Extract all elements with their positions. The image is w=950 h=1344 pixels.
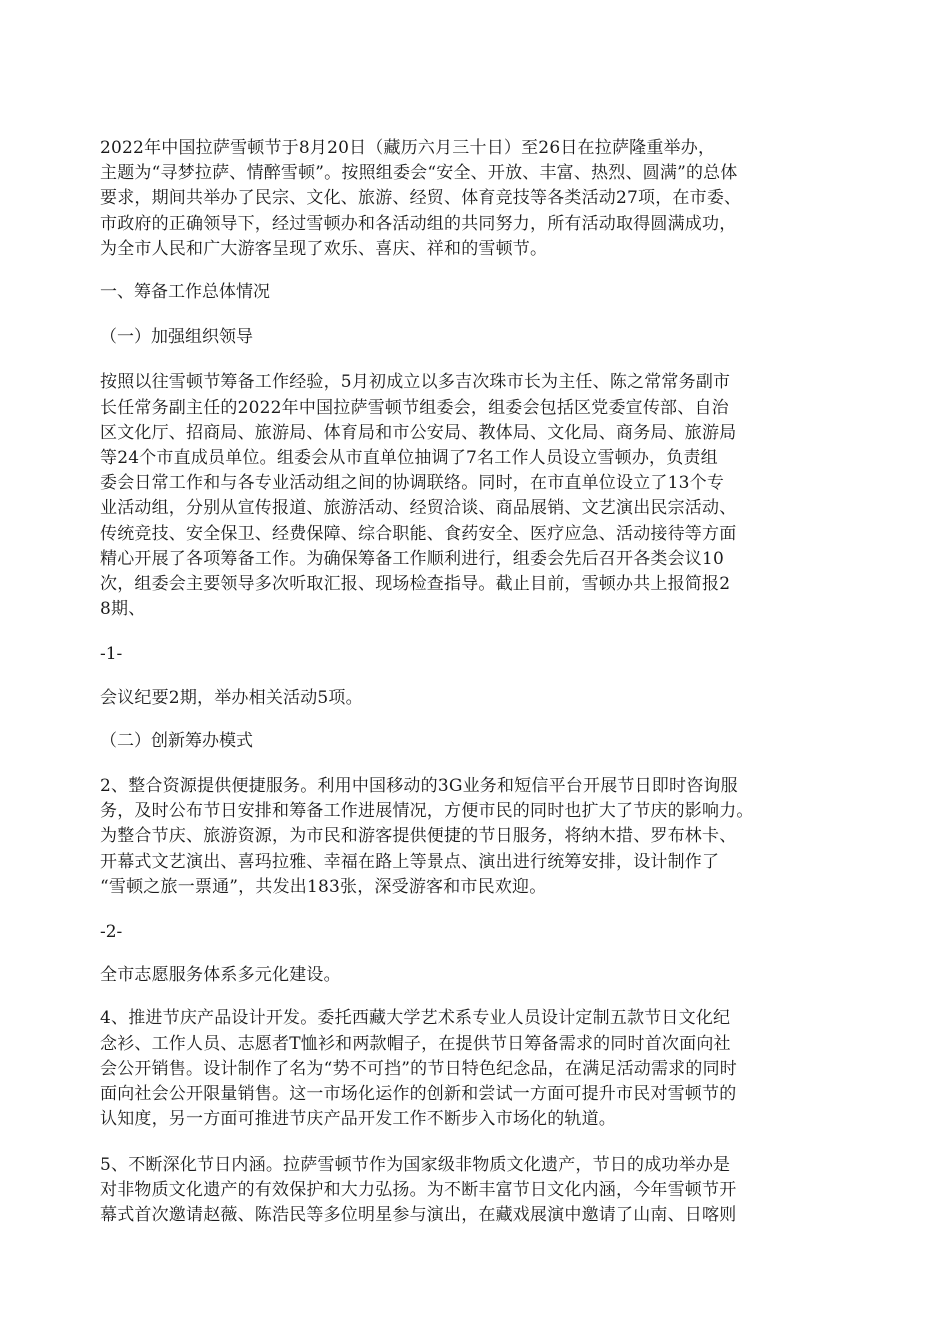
document-page [100,136,860,1248]
organization-paragraph: 按照以往雪顿节筹备工作经验，5月初成立以多吉次珠市长为主任、陈之常常务副市 长任常务副主任的2022年中国拉萨雪顿节组委会，组委会包括区党委宣传部、自治 区文化厅、招商局、旅游局、体育局和市公安局、教体局、文化局、商务局、旅游局 等24个市直成员单位。组委会从市直单位抽调了7名工作人员设立雪顿办，负责组 委会日常工作和与各专业活动组之间的协调联络。同时，在市直单位设立了13个专 业活动组，分别从宣传报道、旅游活动、经贸洽谈、商品展销、文艺演出民宗活动、 传统竞技、安全保卫、经费保障、综合职能、食药安全、医疗应急、活动接待等方面 精心开展了各项筹备工作。为确保筹备工作顺利进行，组委会先后召开各类会议10 次，组委会主要领导多次听取汇报、现场检查指导。截止目前，雪顿办共上报简报2 8期、 [100,372,737,620]
page-number: -2- [100,922,123,943]
item-paragraph: 2、整合资源提供便捷服务。利用中国移动的3G业务和短信平台开展节日即时咨询服 务，及时公布节日安排和筹备工作进展情况，方便市民的同时也扩大了节庆的影响力。 为整合节庆、旅游资源，为市民和游客提供便捷的节日服务，将纳木措、罗布林卡、 开幕式文艺演出、喜玛拉雅、幸福在路上等景点、演出进行统筹安排，设计制作了 “雪顿之旅一票通”，共发出183张，深受游客和市民欢迎。 [100,776,754,897]
intro-paragraph: 2022年中国拉萨雪顿节于8月20日（藏历六月三十日）至26日在拉萨隆重举办， 主题为“寻梦拉萨、情醉雪顿”。按照组委会“安全、开放、丰富、热烈、圆满”的总体 要求，期间共举办了民宗、文化、旅游、经贸、体育竞技等各类活动27项，在市委、 市政府的正确领导下，经过雪顿办和各活动组的共同努力，所有活动取得圆满成功， 为全市人民和广大游客呈现了欢乐、喜庆、祥和的雪顿节。 [100,138,742,259]
continuation-paragraph: 全市志愿服务体系多元化建设。 [100,965,341,986]
page-number: -1- [100,644,123,665]
item-paragraph: 4、推进节庆产品设计开发。委托西藏大学艺术系专业人员设计定制五款节日文化纪 念衫、工作人员、志愿者T恤衫和两款帽子，在提供节日筹备需求的同时首次面向社 会公开销售。设计制作了名为“势不可挡”的节日特色纪念品，在满足活动需求的同时 面向社会公开限量销售。这一市场化运作的创新和尝试一方面可提升市民对雪顿节的 认知度，另一方面可推进节庆产品开发工作不断步入市场化的轨道。 [100,1008,737,1130]
subsection-heading: （一）加强组织领导 [100,327,253,348]
continuation-paragraph: 会议纪要2期，举办相关活动5项。 [100,687,363,708]
section-heading: 一、筹备工作总体情况 [100,282,270,303]
subsection-heading: （二）创新筹办模式 [100,730,253,751]
item-paragraph: 5、不断深化节日内涵。拉萨雪顿节作为国家级非物质文化遗产，节日的成功举办是 对非物质文化遗产的有效保护和大力弘扬。为不断丰富节日文化内涵，今年雪顿节开 幕式首次邀请赵薇、陈浩民等多位明星参与演出，在藏戏展演中邀请了山南、日喀则 [100,1154,737,1225]
